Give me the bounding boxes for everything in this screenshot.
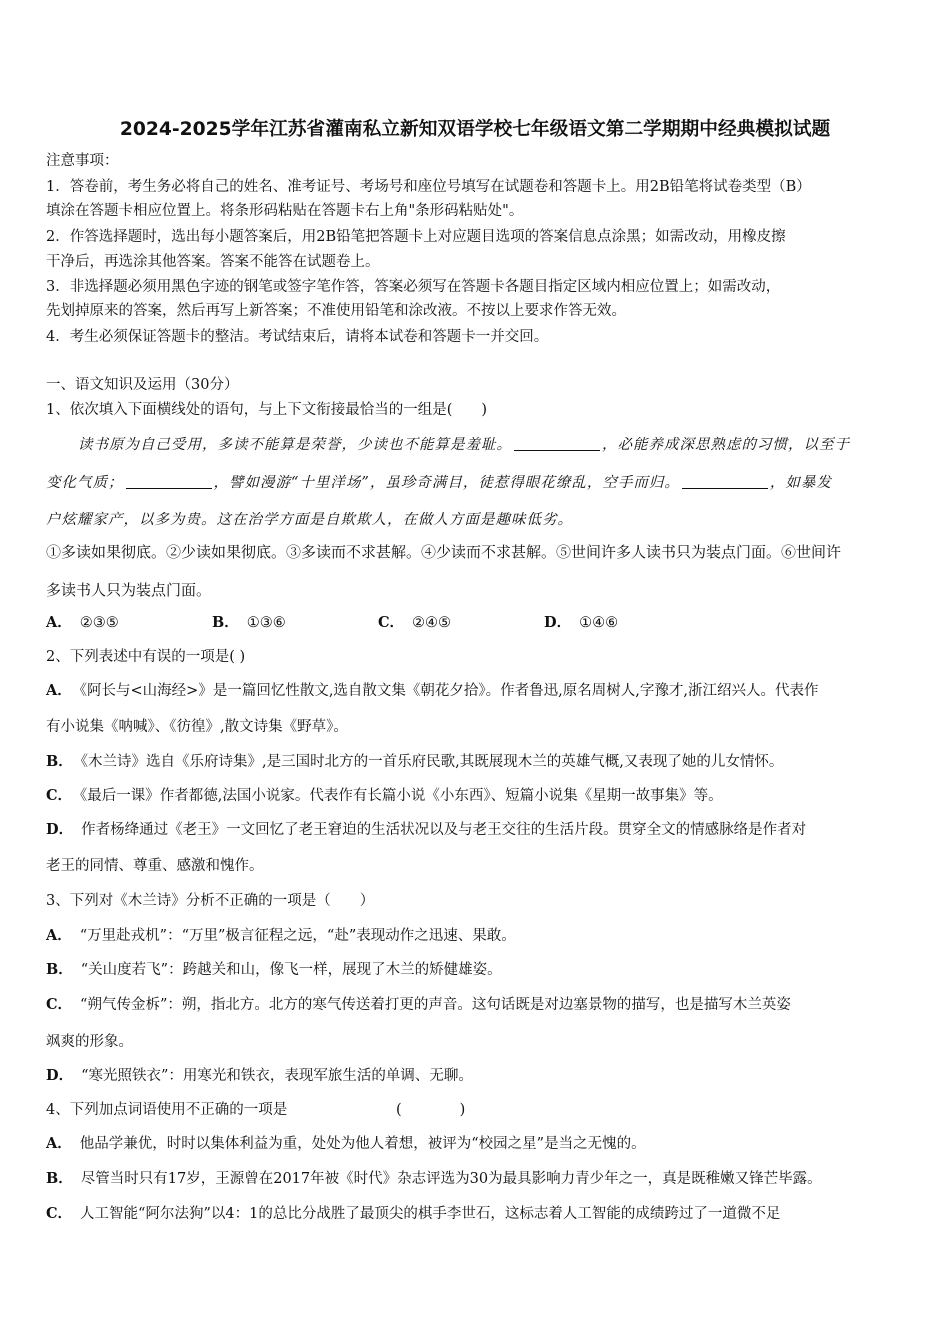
fill-blank — [682, 474, 768, 489]
question-3-stem: 3、下列对《木兰诗》分析不正确的一项是（ ） — [46, 893, 375, 909]
q4-option-a[interactable]: A． 他品学兼优，时时以集体利益为重，处处为他人着想，被评为“校园之星”是当之无愧的。 — [46, 1135, 646, 1152]
fill-blank — [514, 436, 600, 451]
notice-heading: 注意事项： — [46, 153, 119, 169]
q2-option-d[interactable]: D． 作者杨绛通过《老王》一文回忆了老王窘迫的生活状况以及与老王交往的生活片段。贯穿全文的情感脉络是作者对 — [46, 821, 807, 838]
passage-text: ，如暴发 — [769, 475, 832, 491]
q1-items: 多读书人只为装点门面。 — [46, 581, 212, 599]
q1-option-b[interactable]: B． ①③⑥ — [212, 614, 286, 631]
q1-passage-line — [78, 435, 850, 455]
q1-passage-line: 户炫耀家产，以多为贵。这在治学方面是自欺欺人，在做人方面是趣味低劣。 — [46, 512, 573, 528]
q1-option-c[interactable]: C． ②④⑤ — [378, 614, 452, 631]
question-1-stem: 1、依次填入下面横线处的语句，与上下文衔接最恰当的一组是( ) — [46, 402, 488, 418]
notice-line: 3．非选择题必须用黑色字迹的钢笔或签字笔作答，答案必须写在答题卡各题目指定区域内相应位置上；如需改动， — [46, 279, 781, 295]
notice-line: 1．答卷前，考生务必将自己的姓名、准考证号、考场号和座位号填写在试题卷和答题卡上。用2B铅笔将试卷类型（B） — [46, 179, 811, 195]
q3-option-d[interactable]: D． “寒光照铁衣”：用寒光和铁衣，表现军旅生活的单调、无聊。 — [46, 1067, 473, 1084]
answer-paren: ( ) — [396, 1102, 466, 1118]
notice-line: 2．作答选择题时，选出每小题答案后，用2B铅笔把答题卡上对应题目选项的答案信息点涂黑；如需改动，用橡皮擦 — [46, 229, 786, 245]
passage-text: ，譬如漫游“十里洋场”，虽珍奇满目，徒惹得眼花缭乱，空手而归。 — [213, 475, 680, 491]
page-title: 2024-2025学年江苏省灌南私立新知双语学校七年级语文第二学期期中经典模拟试题 — [119, 119, 831, 140]
q4-option-c[interactable]: C． 人工智能“阿尔法狗”以4：1的总比分战胜了最顶尖的棋手李世石，这标志着人工智能的成绩跨过了一道微不足 — [46, 1205, 781, 1222]
q3-option-b[interactable]: B． “关山度若飞”：跨越关和山，像飞一样，展现了木兰的矫健雄姿。 — [46, 961, 502, 978]
q1-items: ①多读如果彻底。②少读如果彻底。③多读而不求甚解。④少读而不求甚解。⑤世间许多人读书只为装点门面。⑥世间许 — [46, 543, 842, 561]
q1-passage-line — [46, 473, 832, 493]
q2-option-a[interactable]: A． 《阿长与<山海经>》是一篇回忆性散文,选自散文集《朝花夕拾》。作者鲁迅,原名周树人,字豫才,浙江绍兴人。代表作 — [46, 682, 819, 699]
question-4-stem: 4、下列加点词语使用不正确的一项是 — [46, 1102, 288, 1118]
section-heading: 一、语文知识及运用（30分） — [46, 377, 239, 393]
notice-line: 填涂在答题卡相应位置上。将条形码粘贴在答题卡右上角"条形码粘贴处"。 — [46, 203, 524, 219]
passage-text: 变化气质； — [46, 475, 124, 491]
passage-text: 读书原为自己受用，多读不能算是荣誉，少读也不能算是羞耻。 — [78, 437, 512, 453]
passage-text: ，必能养成深思熟虑的习惯，以至于 — [602, 437, 850, 453]
q2-option-c[interactable]: C． 《最后一课》作者都德,法国小说家。代表作有长篇小说《小东西》、短篇小说集《星期一故事集》等。 — [46, 787, 723, 804]
notice-line: 先划掉原来的答案，然后再写上新答案；不准使用铅笔和涂改液。不按以上要求作答无效。 — [46, 303, 626, 319]
q2-option-d-cont: 老王的同情、尊重、感激和愧作。 — [46, 858, 264, 874]
q2-option-a-cont: 有小说集《呐喊》、《彷徨》,散文诗集《野草》。 — [46, 719, 348, 735]
notice-line: 4．考生必须保证答题卡的整洁。考试结束后，请将本试卷和答题卡一并交回。 — [46, 329, 549, 345]
question-2-stem: 2、下列表述中有误的一项是( ) — [46, 649, 246, 665]
q3-option-c[interactable]: C． “朔气传金柝”：朔，指北方。北方的寒气传送着打更的声音。这句话既是对边塞景物的描写，也是描写木兰英姿 — [46, 996, 791, 1013]
notice-line: 干净后，再选涂其他答案。答案不能答在试题卷上。 — [46, 254, 380, 270]
q1-option-d[interactable]: D． ①④⑥ — [544, 614, 619, 631]
fill-blank — [126, 474, 212, 489]
q4-option-b[interactable]: B． 尽管当时只有17岁，王源曾在2017年被《时代》杂志评选为30为最具影响力青少年之一，真是既稚嫩又锋芒毕露。 — [46, 1170, 822, 1187]
q1-option-a[interactable]: A． ②③⑤ — [46, 614, 119, 631]
q3-option-c-cont: 飒爽的形象。 — [46, 1034, 133, 1050]
q2-option-b[interactable]: B． 《木兰诗》选自《乐府诗集》,是三国时北方的一首乐府民歌,其既展现木兰的英雄气概,又表现了她的儿女情怀。 — [46, 753, 784, 770]
q3-option-a[interactable]: A． “万里赴戎机”：“万里”极言征程之远，“赴”表现动作之迅速、果敢。 — [46, 927, 516, 944]
